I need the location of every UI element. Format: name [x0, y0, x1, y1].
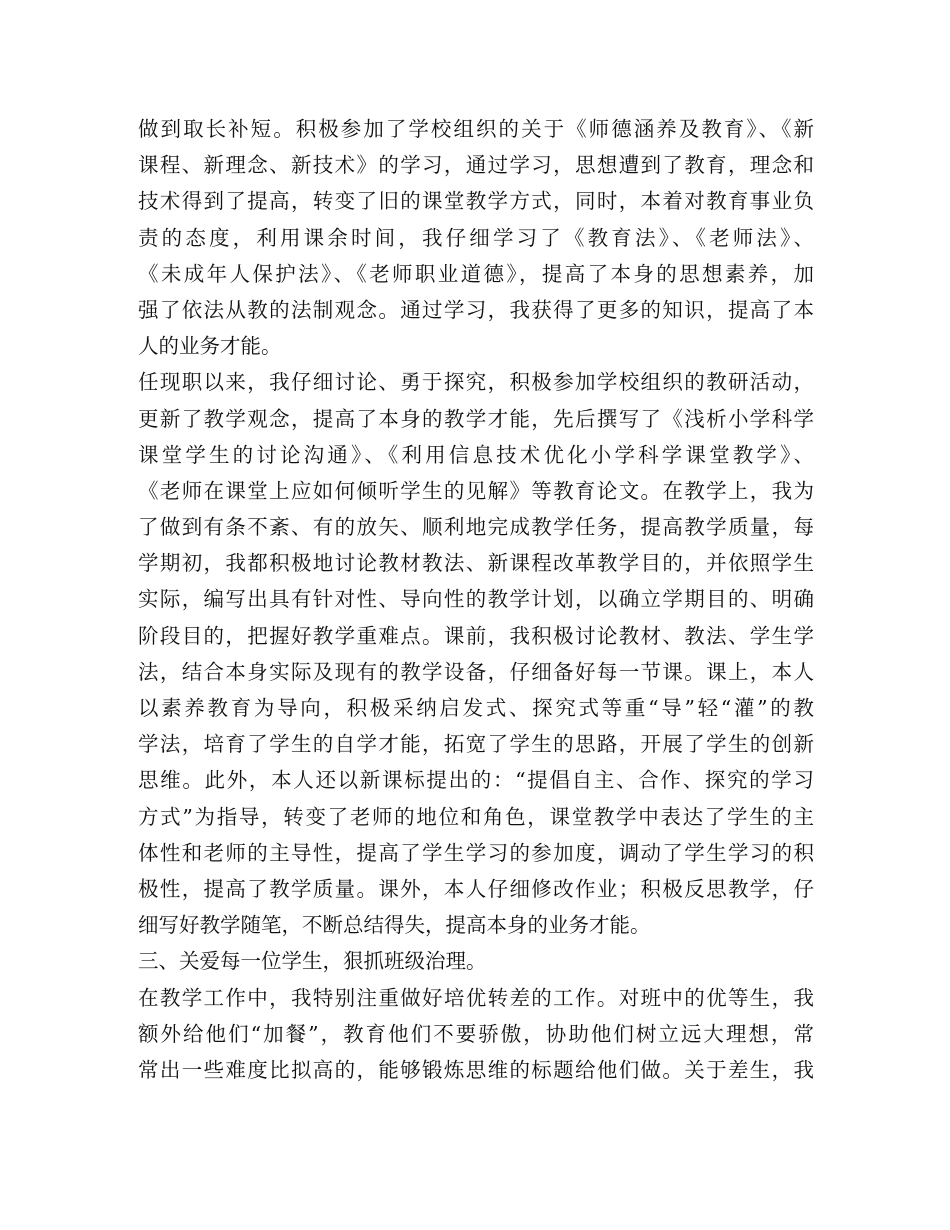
text-line: 细写好教学随笔，不断总结得失，提高本身的业务才能。 [138, 913, 651, 938]
text-line: 常出一些难度比拟高的，能够锻炼思维的标题给他们做。关于差生，我 [138, 1057, 814, 1082]
text-line: 《未成年人保护法》、《老师职业道德》，提高了本身的思想素养，加 [138, 261, 814, 286]
text-line: 极性，提高了教学质量。课外，本人仔细修改作业；积极反思教学，仔 [138, 876, 814, 901]
text-line: 责的态度，利用课余时间，我仔细学习了《教育法》、《老师法》、 [138, 225, 814, 250]
text-line: 更新了教学观念，提高了本身的教学才能，先后撰写了《浅析小学科学 [138, 406, 814, 431]
text-line: 了做到有条不紊、有的放矢、顺利地完成教学任务，提高教学质量，每 [138, 515, 814, 540]
text-line: 任现职以来，我仔细讨论、勇于探究，积极参加学校组织的教研活动， [138, 370, 814, 395]
text-line: 体性和老师的主导性，提高了学生学习的参加度，调动了学生学习的积 [138, 840, 814, 865]
text-line: 做到取长补短。积极参加了学校组织的关于《师德涵养及教育》、《新 [138, 117, 814, 141]
text-line: 强了依法从教的法制观念。通过学习，我获得了更多的知识，提高了本 [138, 297, 814, 322]
text-line: 实际，编写出具有针对性、导向性的教学计划，以确立学期目的、明确 [138, 587, 814, 612]
text-line: 法，结合本身实际及现有的教学设备，仔细备好每一节课。课上，本人 [138, 659, 814, 684]
text-line: 课程、新理念、新技术》的学习，通过学习，思想遭到了教育，理念和 [138, 153, 814, 178]
text-line: 额外给他们“加餐”，教育他们不要骄傲，协助他们树立远大理想，常 [138, 1021, 814, 1046]
text-line: 在教学工作中，我特别注重做好培优转差的工作。对班中的优等生，我 [138, 985, 814, 1010]
text-line: 学期初，我都积极地讨论教材教法、新课程改革教学目的，并依照学生 [138, 551, 814, 576]
document-body [138, 111, 814, 1088]
text-line: 课堂学生的讨论沟通》、《利用信息技术优化小学科学课堂教学》、 [138, 442, 814, 467]
text-line: 技术得到了提高，转变了旧的课堂教学方式，同时，本着对教育事业负 [138, 189, 814, 214]
text-line: 思维。此外，本人还以新课标提出的：“提倡自主、合作、探究的学习 [138, 768, 814, 793]
text-line: 人的业务才能。 [138, 334, 282, 359]
text-line: 三、关爱每一位学生，狠抓班级治理。 [138, 949, 487, 974]
text-line: 阶段目的，把握好教学重难点。课前，我积极讨论教材、教法、学生学 [138, 623, 814, 648]
text-line: 以素养教育为导向，积极采纳启发式、探究式等重“导”轻“灌”的教 [138, 696, 814, 720]
text-line: 学法，培育了学生的自学才能，拓宽了学生的思路，开展了学生的创新 [138, 732, 814, 757]
text-line: 《老师在课堂上应如何倾听学生的见解》等教育论文。在教学上，我为 [138, 478, 814, 503]
text-line: 方式”为指导，转变了老师的地位和角色，课堂教学中表达了学生的主 [138, 804, 814, 829]
